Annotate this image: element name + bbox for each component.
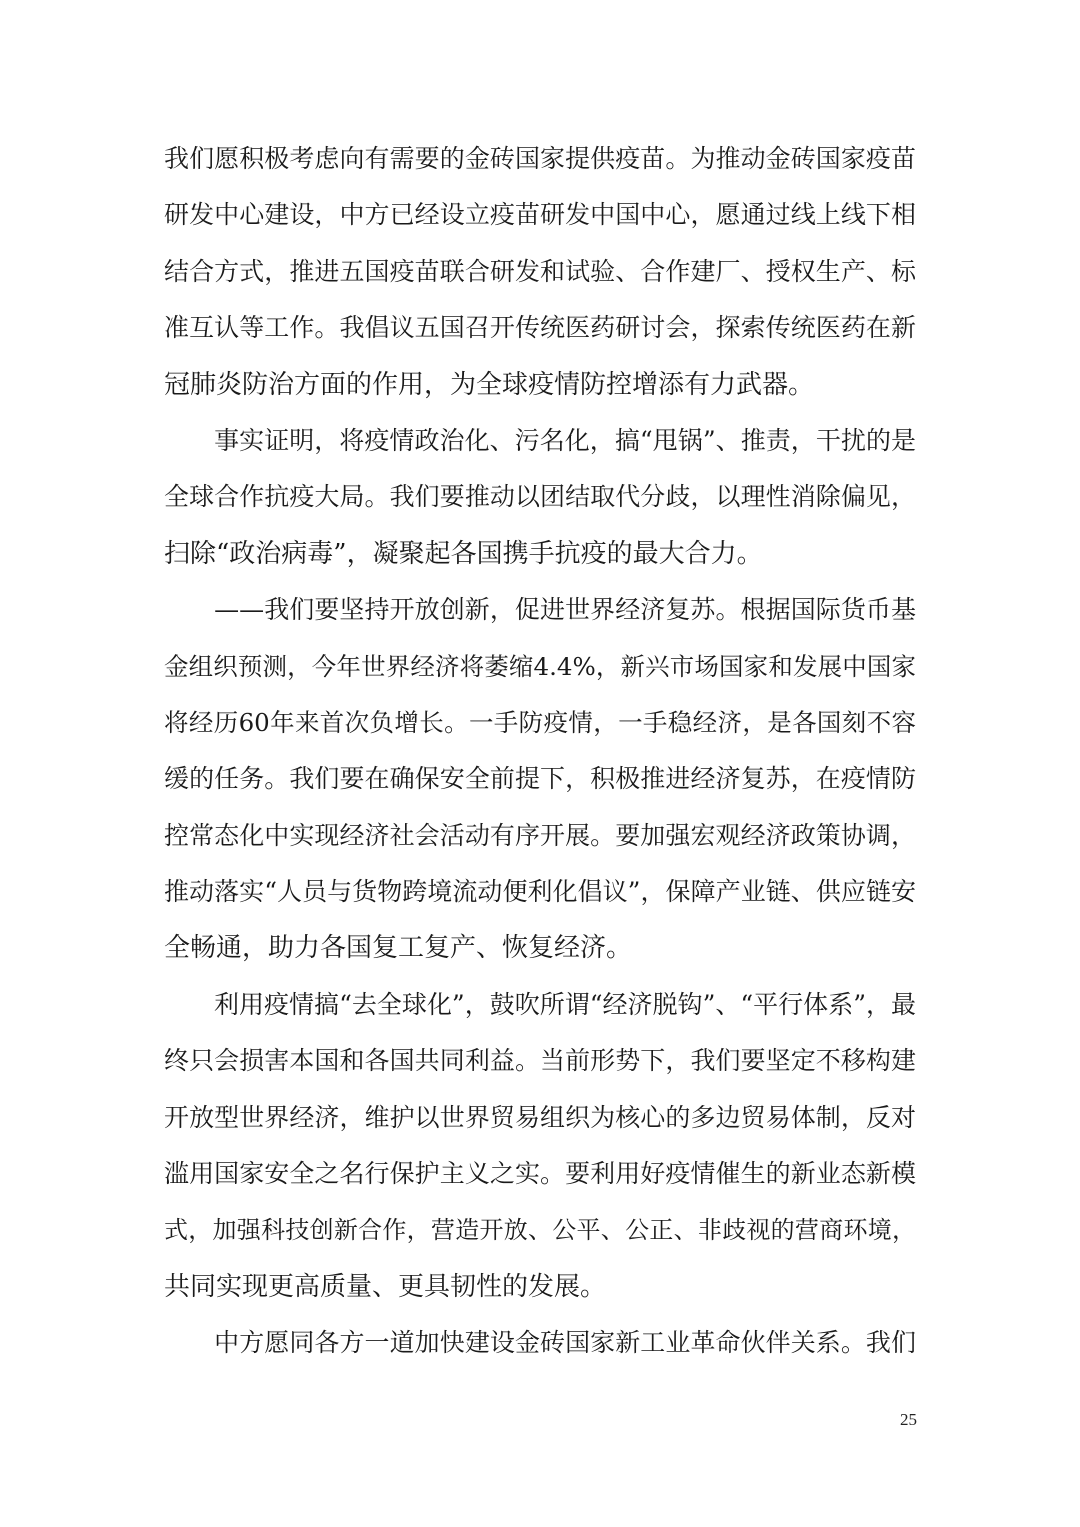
text-line: ——我们要坚持开放创新，促进世界经济复苏。根据国际货币基	[164, 595, 916, 625]
page-number: 25	[900, 1410, 917, 1429]
text-line: 扫除“政治病毒”，凝聚起各国携手抗疫的最大合力。	[164, 538, 763, 569]
text-line: 控常态化中实现经济社会活动有序开展。要加强宏观经济政策协调，	[164, 820, 916, 850]
text-line: 全畅通，助力各国复工复产、恢复经济。	[164, 933, 633, 964]
text-line: 中方愿同各方一道加快建设金砖国家新工业革命伙伴关系。我们	[164, 1328, 916, 1358]
body-text	[164, 131, 916, 1372]
text-line: 研发中心建设，中方已经设立疫苗研发中国中心，愿通过线上线下相	[164, 200, 916, 230]
text-line: 将经历60年来首次负增长。一手防疫情，一手稳经济，是各国刻不容	[164, 707, 916, 737]
text-line: 推动落实“人员与货物跨境流动便利化倡议”，保障产业链、供应链安	[164, 877, 916, 907]
text-line: 式，加强科技创新合作，营造开放、公平、公正、非歧视的营商环境，	[164, 1216, 916, 1245]
text-line: 开放型世界经济，维护以世界贸易组织为核心的多边贸易体制，反对	[164, 1102, 916, 1132]
text-line: 利用疫情搞“去全球化”，鼓吹所谓“经济脱钩”、“平行体系”，最	[164, 989, 916, 1019]
text-line: 我们愿积极考虑向有需要的金砖国家提供疫苗。为推动金砖国家疫苗	[164, 144, 916, 173]
text-line: 终只会损害本国和各国共同利益。当前形势下，我们要坚定不移构建	[164, 1046, 916, 1076]
text-line: 缓的任务。我们要在确保安全前提下，积极推进经济复苏，在疫情防	[164, 764, 916, 794]
text-line: 滥用国家安全之名行保护主义之实。要利用好疫情催生的新业态新模	[164, 1159, 916, 1189]
text-line: 全球合作抗疫大局。我们要推动以团结取代分歧，以理性消除偏见，	[164, 482, 916, 512]
text-line: 冠肺炎防治方面的作用，为全球疫情防控增添有力武器。	[164, 369, 815, 400]
text-line: 结合方式，推进五国疫苗联合研发和试验、合作建厂、授权生产、标	[164, 256, 916, 286]
text-line: 事实证明，将疫情政治化、污名化，搞“甩锅”、推责，干扰的是	[164, 425, 916, 455]
text-line: 共同实现更高质量、更具韧性的发展。	[164, 1271, 607, 1302]
text-line: 金组织预测，今年世界经济将萎缩4.4%，新兴市场国家和发展中国家	[164, 651, 916, 681]
text-line: 准互认等工作。我倡议五国召开传统医药研讨会，探索传统医药在新	[164, 313, 916, 343]
